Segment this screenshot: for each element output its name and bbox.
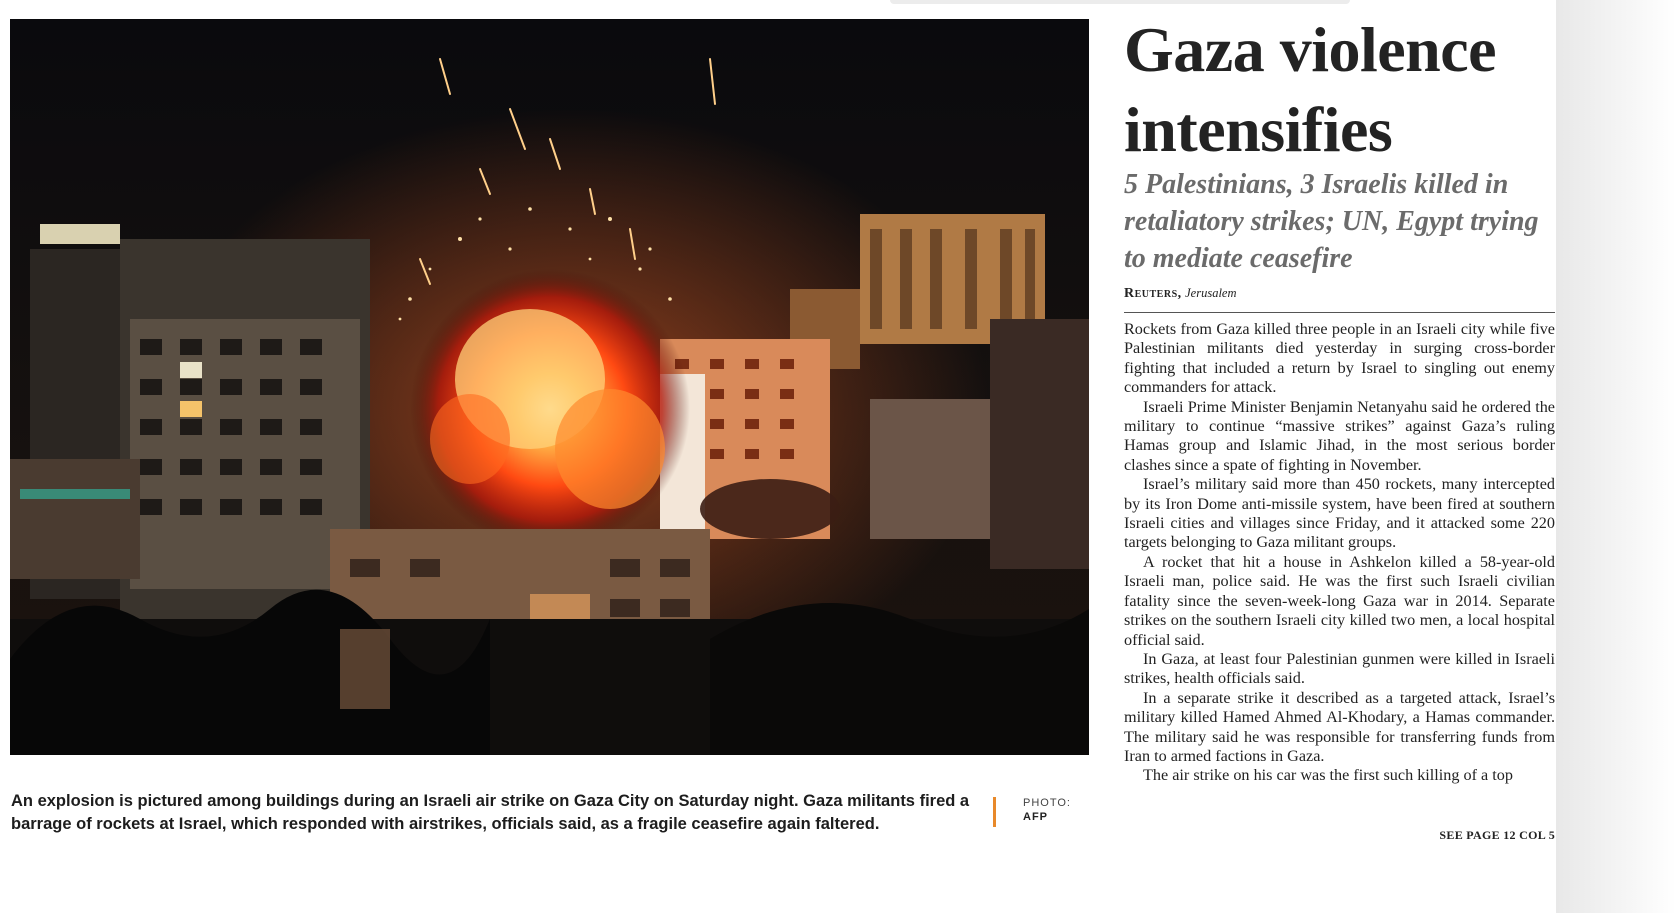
page-top-shadow xyxy=(890,0,1350,4)
body-paragraph: A rocket that hit a house in Ashkelon killed a 58-year-old Israeli man, police said. He was the first such Israeli civilian fatality since the seven-week-long Gaza war in 2014. Separate strikes on the southern Israeli city killed two men, a local hospital official said. xyxy=(1124,552,1555,649)
article-body xyxy=(1124,320,1555,825)
news-photo-explosion xyxy=(10,19,1089,755)
photo-credit-name: AFP xyxy=(1023,811,1048,823)
byline-dateline: Jerusalem xyxy=(1185,286,1237,300)
continuation-jump: SEE PAGE 12 COL 5 xyxy=(1439,828,1555,842)
body-paragraph: Rockets from Gaza killed three people in an Israeli city while five Palestinian militants died yesterday in surging cross-border fighting that included a return by Israel to singling out enemy commanders for attack. xyxy=(1124,320,1555,397)
headline: Gaza violence intensifies xyxy=(1124,14,1497,165)
body-paragraph: In Gaza, at least four Palestinian gunmen were killed in Israeli strikes, health officials said. xyxy=(1124,649,1555,688)
photo-caption: An explosion is pictured among buildings during an Israeli air strike on Gaza City on Saturday night. Gaza militants fired a barrage of rockets at Israel, which responded with airstrikes, officials said, as a fragile ceasefire again faltered. xyxy=(11,792,970,833)
byline-rule xyxy=(1124,312,1555,313)
body-paragraph: In a separate strike it described as a targeted attack, Israel’s military killed Hamed Ahmed Al-Khodary, a Hamas commander. The military said he was responsible for transferring funds from Iran to armed factions in Gaza. xyxy=(1124,688,1555,765)
photo-credit-label: PHOTO: xyxy=(1023,797,1071,809)
body-paragraph: Israel’s military said more than 450 rockets, many intercepted by its Iron Dome anti-missile system, have been fired at southern Israeli cities and villages since Friday, and it attacked some 220 targets belonging to Gaza militant groups. xyxy=(1124,475,1555,552)
body-paragraph: Israeli Prime Minister Benjamin Netanyahu said he ordered the military to continue “massive strikes” against Gaza’s ruling Hamas group and Islamic Jihad, in the most serious border clashes since a spate of fighting in November. xyxy=(1124,397,1555,474)
byline-agency: Reuters, xyxy=(1124,286,1182,301)
photo-credit-accent-bar xyxy=(993,797,996,827)
page-edge-shadow xyxy=(1556,0,1676,913)
deck-subheadline: 5 Palestinians, 3 Israelis killed in retaliatory strikes; UN, Egypt trying to mediate ceasefire xyxy=(1124,169,1539,274)
explosion-illustration xyxy=(10,19,1089,755)
body-paragraph: The air strike on his car was the first such killing of a top xyxy=(1143,766,1513,785)
byline xyxy=(1124,286,1237,302)
